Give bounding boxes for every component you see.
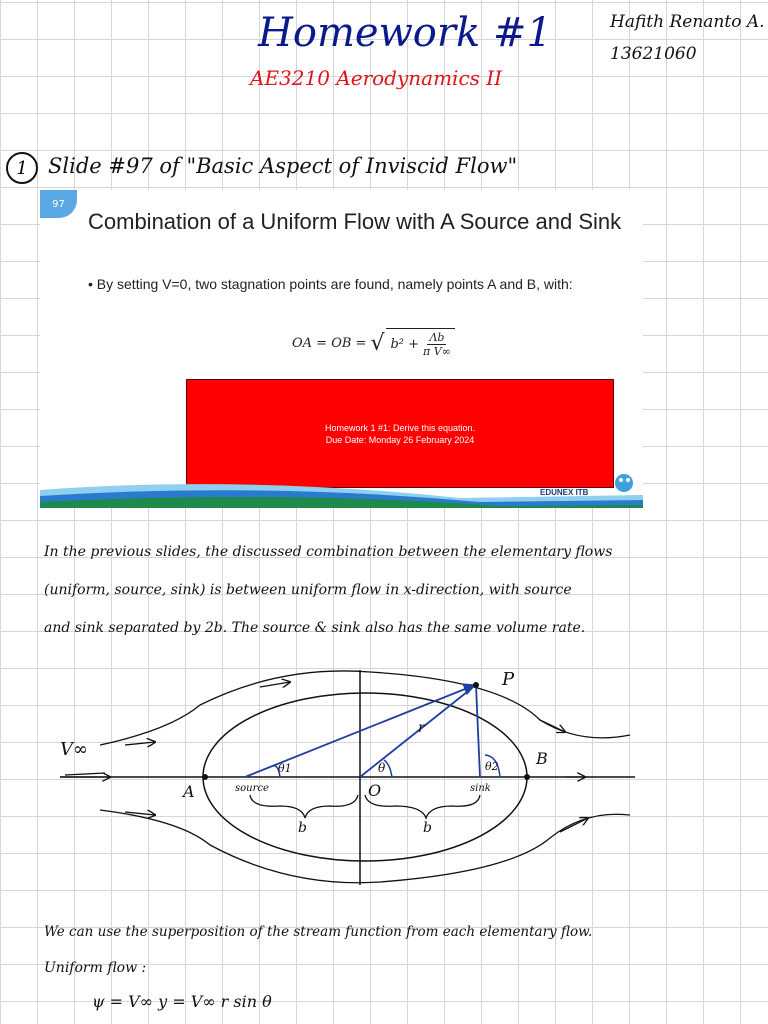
note-line-6: ψ = V∞ y = V∞ r sin θ <box>92 992 272 1011</box>
label-source: source <box>235 783 269 794</box>
label-b: B <box>536 749 548 768</box>
flow-diagram <box>40 660 640 890</box>
slide-number: 97 <box>40 190 77 218</box>
label-theta2: θ2 <box>485 760 499 773</box>
note-line-4: We can use the superposition of the stream function from each elementary flow. <box>44 924 593 940</box>
course-title: AE3210 Aerodynamics II <box>250 66 503 90</box>
label-b-left: b <box>298 820 307 836</box>
question-number: 1 <box>6 152 38 184</box>
label-sink: sink <box>470 783 491 794</box>
r2-line <box>476 685 480 777</box>
note-line-3: and sink separated by 2b. The source & sink also has the same volume rate. <box>44 620 586 636</box>
note-line-2: (uniform, source, sink) is between uniform flow in x-direction, with source <box>44 582 572 598</box>
student-id: 13621060 <box>610 44 697 64</box>
label-vinf: V∞ <box>60 739 88 760</box>
point-a <box>202 774 208 780</box>
slide-title: Combination of a Uniform Flow with A Source and Sink <box>88 209 622 234</box>
point-p <box>473 682 479 688</box>
lecture-slide <box>40 190 643 508</box>
sqrt-icon: √ <box>370 330 385 356</box>
homework-box-line2: Due Date: Monday 26 February 2024 <box>325 434 475 445</box>
label-b-right: b <box>423 820 432 836</box>
edunex-logo: EDUNEX ITB <box>540 488 589 497</box>
homework-box-line1: Homework 1 #1: Derive this equation. <box>324 422 476 433</box>
streamline-bottom <box>100 810 630 883</box>
label-r: r <box>418 720 425 736</box>
label-theta: θ <box>378 761 386 775</box>
formula-numerator: Λb <box>429 331 445 344</box>
formula-lhs: OA = OB = <box>292 335 367 351</box>
slide-bullet: • By setting V=0, two stagnation points are found, namely points A and B, with: <box>88 276 573 292</box>
mascot-icon <box>615 474 633 492</box>
r-line <box>360 688 472 777</box>
label-p: P <box>502 669 515 690</box>
brace-left <box>250 795 358 818</box>
formula-denominator: π V∞ <box>423 345 451 358</box>
formula-b2: b² + <box>390 337 420 352</box>
point-b <box>524 774 530 780</box>
label-a: A <box>183 782 195 801</box>
label-theta1: θ1 <box>278 762 292 775</box>
note-line-5: Uniform flow : <box>44 960 147 976</box>
streamline-top <box>100 671 630 745</box>
author-block <box>610 6 765 70</box>
slide-footer-wave <box>40 190 643 508</box>
label-o: O <box>368 781 382 800</box>
brace-right <box>365 795 480 818</box>
homework-title: Homework #1 <box>258 10 552 56</box>
note-line-1: In the previous slides, the discussed combination between the elementary flows <box>44 544 613 560</box>
author-name: Hafith Renanto A. <box>610 12 765 32</box>
question-title: Slide #97 of "Basic Aspect of Inviscid Flow" <box>48 154 518 178</box>
